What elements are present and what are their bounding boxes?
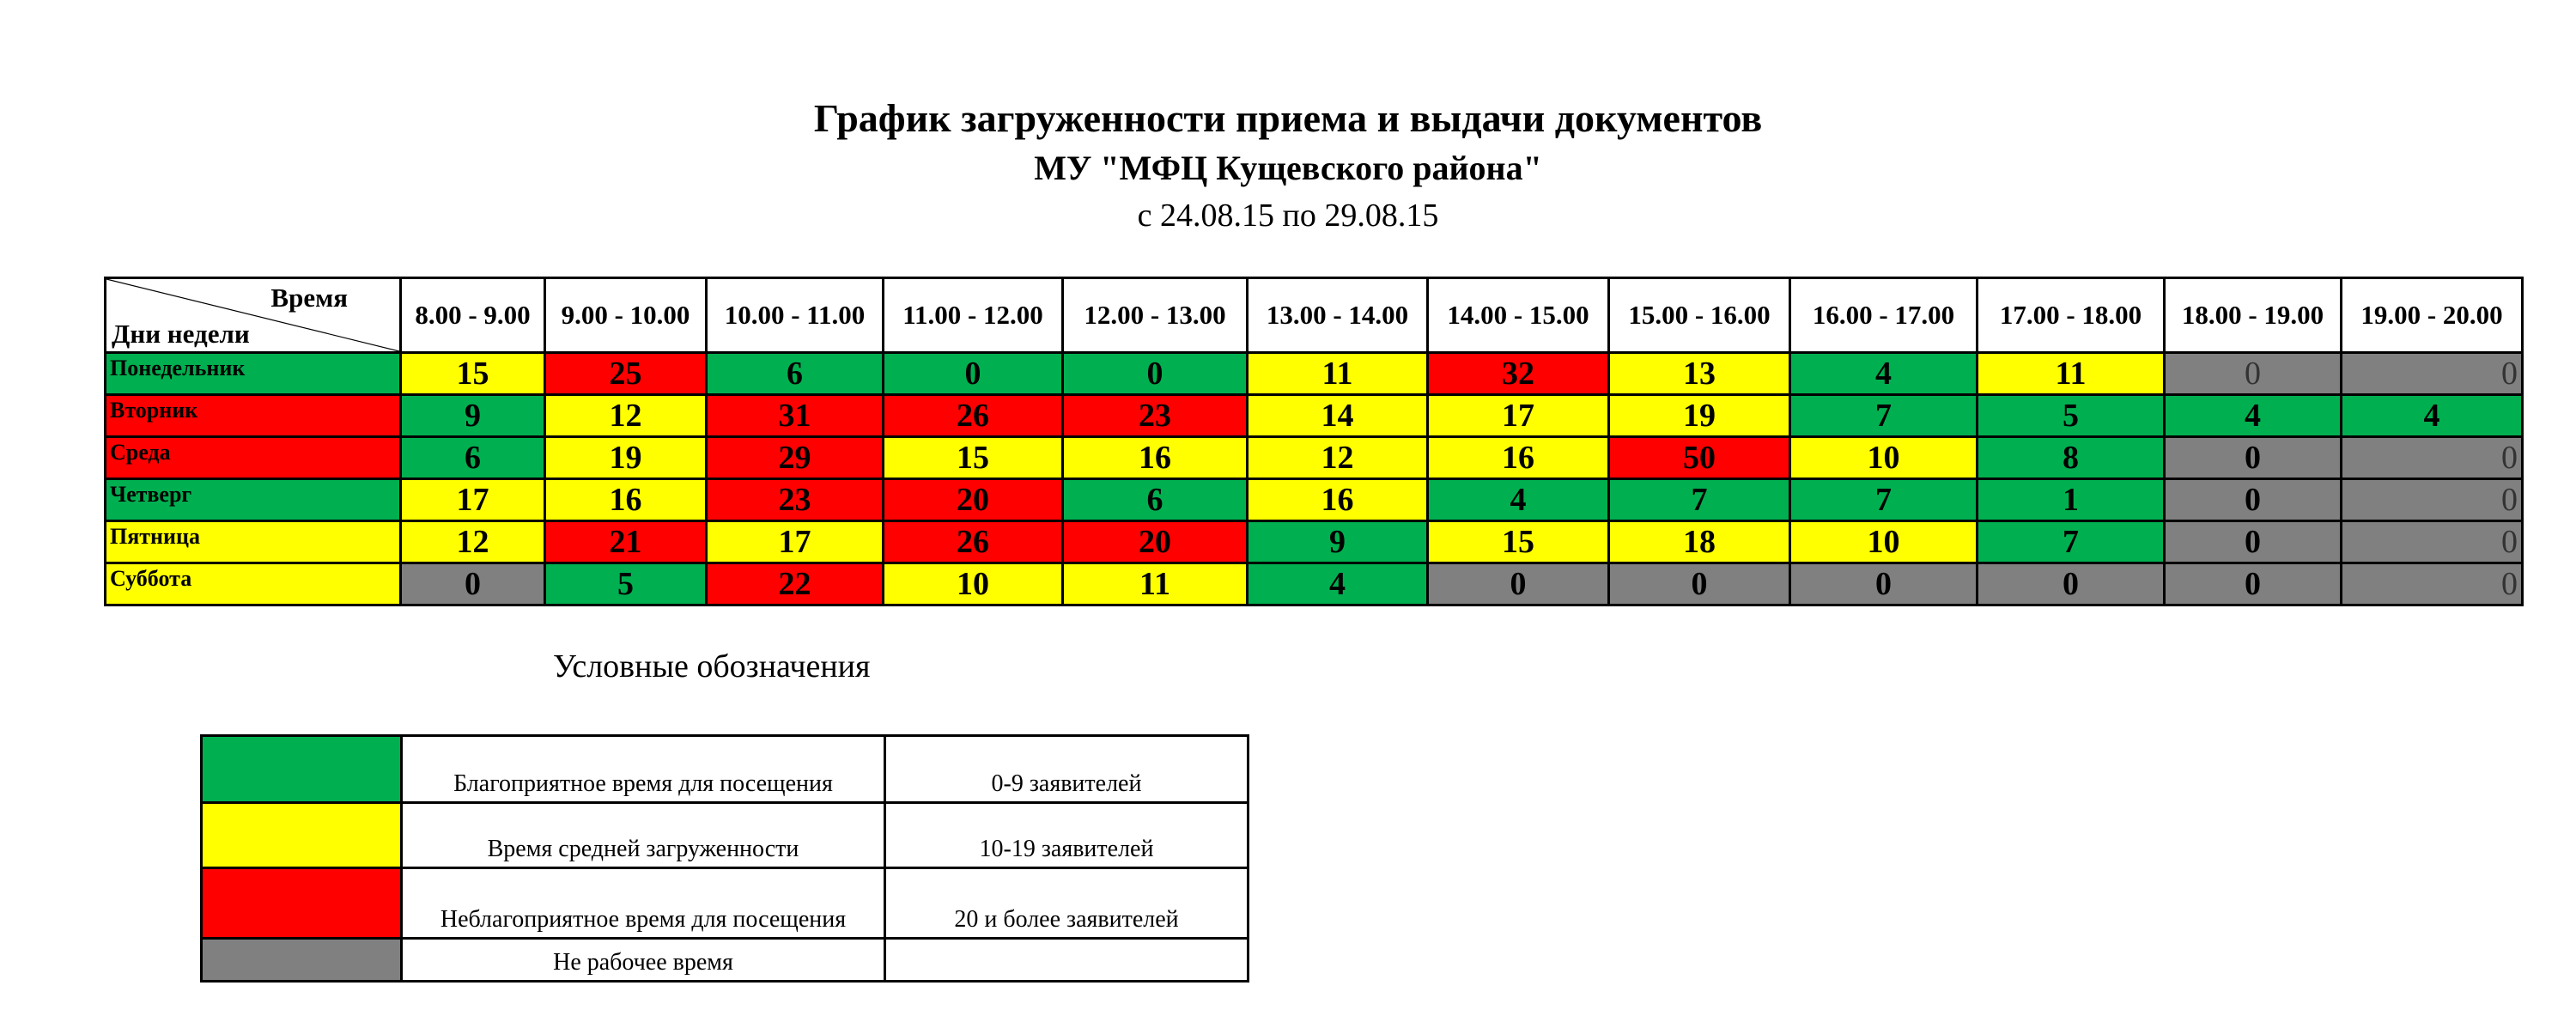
visitor-count-cell: 5 xyxy=(545,563,707,605)
visitor-count-cell: 9 xyxy=(401,395,545,437)
legend-description: Не рабочее время xyxy=(402,939,885,982)
workload-table xyxy=(104,277,2524,606)
visitor-count-cell: 19 xyxy=(545,437,707,479)
visitor-count-cell: 8 xyxy=(1978,437,2165,479)
visitor-count-cell: 23 xyxy=(707,479,884,521)
visitor-count-cell: 11 xyxy=(1063,563,1248,605)
visitor-count-cell: 6 xyxy=(707,353,884,395)
legend-color-swatch xyxy=(202,939,402,982)
visitor-count-cell: 0 xyxy=(1790,563,1978,605)
visitor-count-cell: 26 xyxy=(884,521,1063,563)
days-axis-label: Дни недели xyxy=(112,319,250,349)
legend-count-range: 0-9 заявителей xyxy=(885,736,1249,803)
visitor-count-cell: 10 xyxy=(1790,521,1978,563)
time-column-header: 16.00 - 17.00 xyxy=(1790,278,1978,353)
visitor-count-cell: 25 xyxy=(545,353,707,395)
visitor-count-cell: 50 xyxy=(1609,437,1790,479)
legend-table xyxy=(200,734,1249,983)
visitor-count-cell: 15 xyxy=(1428,521,1609,563)
visitor-count-cell: 6 xyxy=(1063,479,1248,521)
visitor-count-cell: 7 xyxy=(1790,395,1978,437)
visitor-count-cell: 16 xyxy=(1063,437,1248,479)
day-label: Вторник xyxy=(106,395,401,437)
date-period: с 24.08.15 по 29.08.15 xyxy=(1137,198,1439,234)
legend-description: Неблагоприятное время для посещения xyxy=(402,868,885,939)
title-block xyxy=(0,93,2576,239)
visitor-count-cell: 0 xyxy=(1063,353,1248,395)
time-column-header: 10.00 - 11.00 xyxy=(707,278,884,353)
legend-color-swatch xyxy=(202,736,402,803)
table-row xyxy=(106,395,2523,437)
visitor-count-cell: 0 xyxy=(2342,353,2523,395)
visitor-count-cell: 23 xyxy=(1063,395,1248,437)
table-header-row xyxy=(106,278,2523,353)
visitor-count-cell: 0 xyxy=(1978,563,2165,605)
visitor-count-cell: 0 xyxy=(2342,521,2523,563)
visitor-count-cell: 29 xyxy=(707,437,884,479)
day-label: Пятница xyxy=(106,521,401,563)
visitor-count-cell: 5 xyxy=(1978,395,2165,437)
visitor-count-cell: 10 xyxy=(1790,437,1978,479)
visitor-count-cell: 0 xyxy=(1428,563,1609,605)
visitor-count-cell: 0 xyxy=(2342,563,2523,605)
visitor-count-cell: 0 xyxy=(1609,563,1790,605)
time-column-header: 18.00 - 19.00 xyxy=(2165,278,2342,353)
visitor-count-cell: 32 xyxy=(1428,353,1609,395)
visitor-count-cell: 0 xyxy=(2165,479,2342,521)
visitor-count-cell: 16 xyxy=(545,479,707,521)
time-column-header: 17.00 - 18.00 xyxy=(1978,278,2165,353)
legend-row xyxy=(202,939,1249,982)
legend-color-swatch xyxy=(202,803,402,868)
visitor-count-cell: 17 xyxy=(1428,395,1609,437)
visitor-count-cell: 14 xyxy=(1248,395,1428,437)
visitor-count-cell: 4 xyxy=(1790,353,1978,395)
visitor-count-cell: 12 xyxy=(1248,437,1428,479)
visitor-count-cell: 16 xyxy=(1428,437,1609,479)
visitor-count-cell: 7 xyxy=(1790,479,1978,521)
time-axis-label: Время xyxy=(270,283,348,313)
legend-body xyxy=(202,736,1249,982)
visitor-count-cell: 22 xyxy=(707,563,884,605)
time-column-header: 19.00 - 20.00 xyxy=(2342,278,2523,353)
legend-count-range: 10-19 заявителей xyxy=(885,803,1249,868)
visitor-count-cell: 0 xyxy=(2342,437,2523,479)
visitor-count-cell: 9 xyxy=(1248,521,1428,563)
visitor-count-cell: 12 xyxy=(401,521,545,563)
day-label: Четверг xyxy=(106,479,401,521)
visitor-count-cell: 7 xyxy=(1609,479,1790,521)
visitor-count-cell: 19 xyxy=(1609,395,1790,437)
legend-count-range: 20 и более заявителей xyxy=(885,868,1249,939)
day-label: Понедельник xyxy=(106,353,401,395)
legend-title: Условные обозначения xyxy=(553,648,871,684)
visitor-count-cell: 4 xyxy=(2165,395,2342,437)
visitor-count-cell: 0 xyxy=(2342,479,2523,521)
visitor-count-cell: 21 xyxy=(545,521,707,563)
visitor-count-cell: 18 xyxy=(1609,521,1790,563)
visitor-count-cell: 17 xyxy=(401,479,545,521)
visitor-count-cell: 15 xyxy=(884,437,1063,479)
table-row xyxy=(106,437,2523,479)
visitor-count-cell: 20 xyxy=(1063,521,1248,563)
visitor-count-cell: 0 xyxy=(401,563,545,605)
page-title: График загруженности приема и выдачи документов xyxy=(813,96,1763,140)
visitor-count-cell: 16 xyxy=(1248,479,1428,521)
table-row xyxy=(106,521,2523,563)
visitor-count-cell: 0 xyxy=(2165,437,2342,479)
visitor-count-cell: 4 xyxy=(2342,395,2523,437)
legend-row xyxy=(202,736,1249,803)
corner-header-cell xyxy=(106,278,401,353)
day-label: Среда xyxy=(106,437,401,479)
table-row xyxy=(106,353,2523,395)
visitor-count-cell: 0 xyxy=(2165,521,2342,563)
table-body xyxy=(106,353,2523,605)
table-row xyxy=(106,563,2523,605)
time-column-header: 14.00 - 15.00 xyxy=(1428,278,1609,353)
time-column-header: 9.00 - 10.00 xyxy=(545,278,707,353)
visitor-count-cell: 31 xyxy=(707,395,884,437)
time-column-header: 12.00 - 13.00 xyxy=(1063,278,1248,353)
table-row xyxy=(106,479,2523,521)
visitor-count-cell: 0 xyxy=(2165,563,2342,605)
visitor-count-cell: 26 xyxy=(884,395,1063,437)
visitor-count-cell: 10 xyxy=(884,563,1063,605)
time-column-header: 13.00 - 14.00 xyxy=(1248,278,1428,353)
visitor-count-cell: 13 xyxy=(1609,353,1790,395)
legend-row xyxy=(202,868,1249,939)
time-column-header: 11.00 - 12.00 xyxy=(884,278,1063,353)
visitor-count-cell: 4 xyxy=(1248,563,1428,605)
visitor-count-cell: 0 xyxy=(2165,353,2342,395)
visitor-count-cell: 12 xyxy=(545,395,707,437)
legend-description: Благоприятное время для посещения xyxy=(402,736,885,803)
visitor-count-cell: 1 xyxy=(1978,479,2165,521)
visitor-count-cell: 7 xyxy=(1978,521,2165,563)
time-column-header: 8.00 - 9.00 xyxy=(401,278,545,353)
visitor-count-cell: 20 xyxy=(884,479,1063,521)
legend-count-range xyxy=(885,939,1249,982)
visitor-count-cell: 6 xyxy=(401,437,545,479)
time-column-header: 15.00 - 16.00 xyxy=(1609,278,1790,353)
visitor-count-cell: 17 xyxy=(707,521,884,563)
day-label: Суббота xyxy=(106,563,401,605)
legend-description: Время средней загруженности xyxy=(402,803,885,868)
organization-name: МУ "МФЦ Кущевского района" xyxy=(1034,149,1542,187)
visitor-count-cell: 15 xyxy=(401,353,545,395)
legend-row xyxy=(202,803,1249,868)
visitor-count-cell: 11 xyxy=(1248,353,1428,395)
visitor-count-cell: 0 xyxy=(884,353,1063,395)
visitor-count-cell: 4 xyxy=(1428,479,1609,521)
visitor-count-cell: 11 xyxy=(1978,353,2165,395)
legend-color-swatch xyxy=(202,868,402,939)
